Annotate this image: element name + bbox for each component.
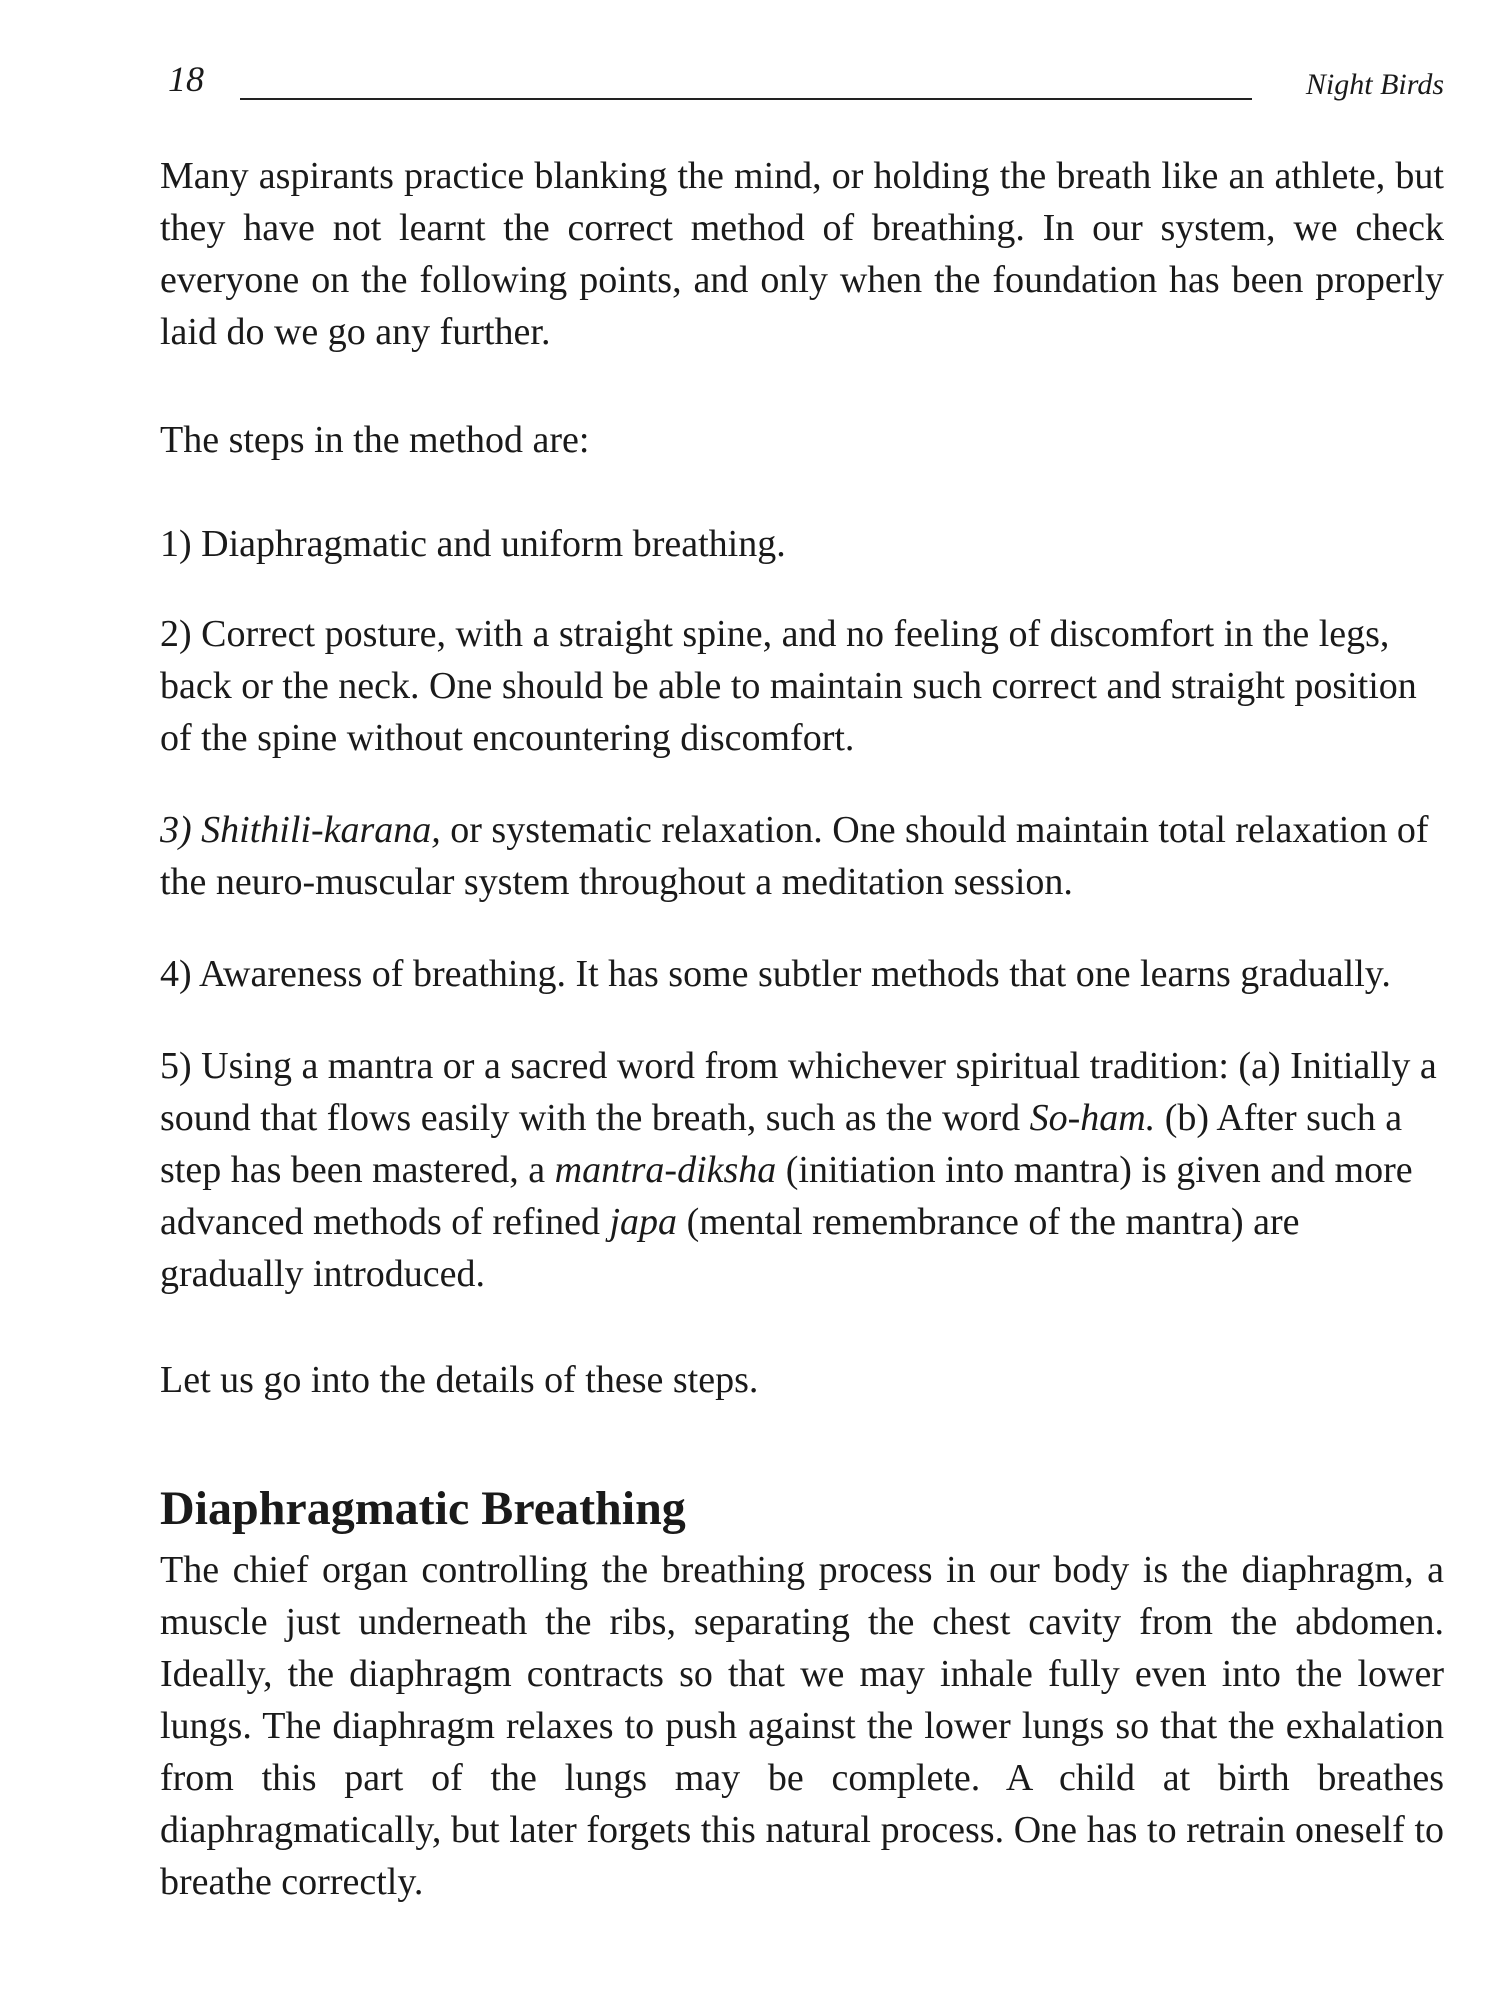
step-5-text-a: 5) Using a mantra or a sacred word from whichever spiritual tradition: (a) Initially a sound that flows easily with the breath, such as the word	[160, 1045, 1437, 1139]
steps-intro: The steps in the method are:	[160, 419, 590, 461]
step-5-soham: So-ham.	[1029, 1097, 1156, 1139]
header-rule	[240, 98, 1252, 100]
details-paragraph: Let us go into the details of these steps.	[160, 1359, 759, 1401]
page-body	[160, 150, 1444, 1908]
step-3-text: or systematic relaxation. One should maintain total relaxation of the neuro-muscular system throughout a meditation session.	[160, 809, 1429, 903]
running-title: Night Birds	[1305, 68, 1444, 101]
step-5	[160, 1040, 1444, 1300]
section-body: The chief organ controlling the breathing process in our body is the diaphragm, a muscle just underneath the ribs, separating the chest cavity from the abdomen. Ideally, the diaphragm contracts so that we may inhale fully even into the lower lungs. The diaphragm relaxes to push against the lower lungs so that the exhalation from this part of the lungs may be complete. A child at birth breathes diaphragmatically, but later forgets this natural process. One has to retrain oneself to breathe correctly.	[160, 1549, 1444, 1903]
intro-paragraph: Many aspirants practice blanking the mind, or holding the breath like an athlete, but they have not learnt the correct method of breathing. In our system, we check everyone on the following points, and only when the foundation has been properly laid do we go any further.	[160, 155, 1444, 353]
page-header	[168, 58, 1444, 108]
step-5-text-d: (mental remembrance of the mantra) are gradually introduced.	[160, 1201, 1300, 1295]
step-5-mantra-diksha: mantra-diksha	[554, 1149, 777, 1191]
section-heading: Diaphragmatic Breathing	[160, 1482, 686, 1535]
step-4: 4) Awareness of breathing. It has some subtler methods that one learns gradually.	[160, 953, 1391, 995]
step-5-text-c: (initiation into mantra) is given and more advanced methods of refined	[160, 1149, 1413, 1243]
step-2: 2) Correct posture, with a straight spine, and no feeling of discomfort in the legs, back or the neck. One should be able to maintain such correct and straight position of the spine without encountering discomfort.	[160, 613, 1417, 759]
step-5-text-b: (b) After such a step has been mastered, a	[160, 1097, 1403, 1191]
page-number: 18	[168, 59, 204, 99]
step-1: 1) Diaphragmatic and uniform breathing.	[160, 523, 786, 565]
step-5-japa: japa	[609, 1201, 678, 1243]
step-3-term: 3) Shithili-karana,	[160, 809, 441, 851]
step-3	[160, 804, 1444, 908]
